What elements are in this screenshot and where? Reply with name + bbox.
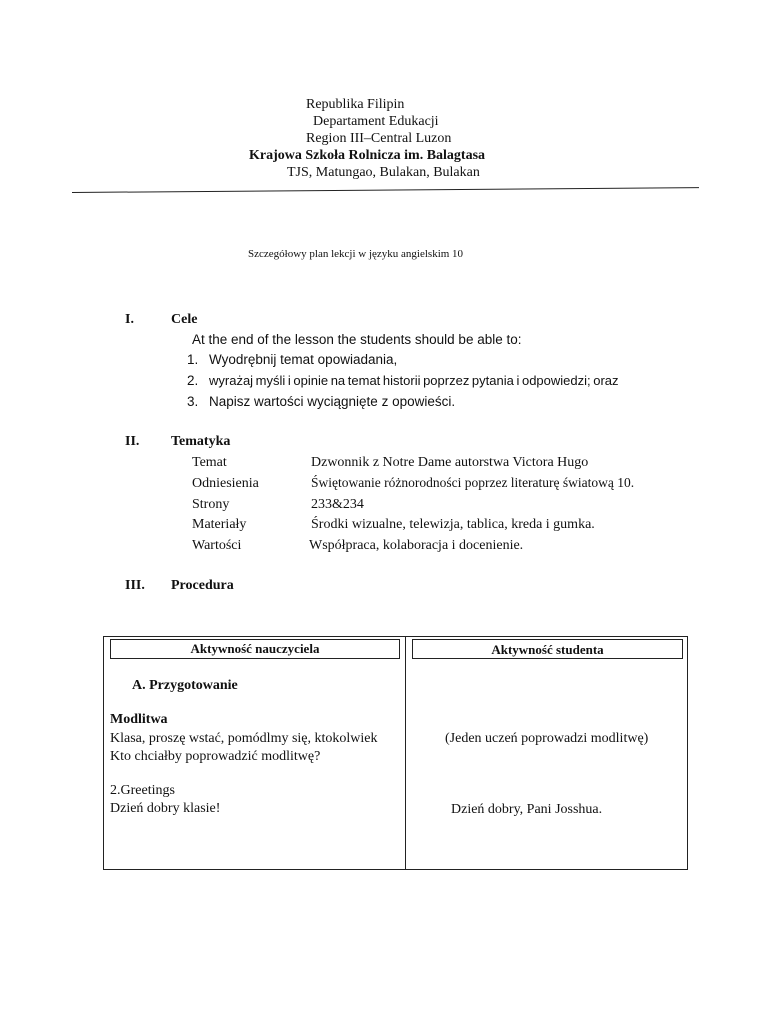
activity-table: [103, 636, 688, 870]
objective-item: wyrażaj myśli i opinie na temat historii poprzez pytania i odpowiedzi; oraz: [209, 373, 619, 388]
subject-label-odniesienia: Odniesienia: [192, 476, 259, 491]
objective-number: 2.: [187, 373, 199, 388]
section-title-cele: Cele: [171, 312, 198, 327]
student-activity-header: Aktywność studenta: [412, 639, 683, 659]
document-title: Szczegółowy plan lekcji w języku angielskim 10: [248, 248, 464, 260]
subject-value-odniesienia: Świętowanie różnorodności poprzez literaturę światową 10.: [311, 475, 635, 490]
objective-number: 3.: [187, 394, 199, 409]
objective-number: 1.: [187, 352, 199, 367]
header-school: Krajowa Szkoła Rolnicza im. Balagtasa: [249, 148, 486, 163]
header-address: TJS, Matungao, Bulakan, Bulakan: [287, 165, 480, 180]
teacher-activity-header: Aktywność nauczyciela: [110, 639, 400, 659]
header-divider: [72, 187, 699, 193]
header-country: Republika Filipin: [306, 97, 405, 112]
section-title-procedura: Procedura: [171, 578, 234, 593]
student-greeting-response: Dzień dobry, Pani Josshua.: [451, 802, 603, 817]
objective-item: Napisz wartości wyciągnięte z opowieści.: [209, 394, 456, 409]
subject-value-wartosci: Współpraca, kolaboracja i docenienie.: [309, 538, 524, 553]
objective-item: Wyodrębnij temat opowiadania,: [209, 352, 398, 367]
section-number-procedura: III.: [125, 578, 145, 593]
prayer-question: Kto chciałby poprowadzić modlitwę?: [110, 749, 321, 764]
subject-label-materialy: Materiały: [192, 517, 247, 532]
section-number-tematyka: II.: [125, 434, 140, 449]
objectives-intro: At the end of the lesson the students should be able to:: [192, 332, 522, 347]
subject-label-strony: Strony: [192, 497, 230, 512]
teacher-greeting: Dzień dobry klasie!: [110, 801, 221, 816]
greetings-title: 2.Greetings: [110, 783, 175, 798]
prayer-instruction: Klasa, proszę wstać, pomódlmy się, ktokolwiek: [110, 731, 378, 746]
column-divider: [405, 637, 406, 869]
section-number-cele: I.: [125, 312, 134, 327]
subject-label-wartosci: Wartości: [192, 538, 242, 553]
subject-value-strony: 233&234: [311, 497, 364, 512]
prayer-title: Modlitwa: [110, 712, 168, 727]
student-prayer-response: (Jeden uczeń poprowadzi modlitwę): [445, 731, 649, 746]
subject-value-materialy: Środki wizualne, telewizja, tablica, kreda i gumka.: [311, 517, 595, 532]
header-department: Departament Edukacji: [313, 114, 439, 129]
subject-label-temat: Temat: [192, 455, 227, 470]
header-region: Region III–Central Luzon: [306, 131, 452, 146]
subject-value-temat: Dzwonnik z Notre Dame autorstwa Victora Hugo: [311, 455, 589, 470]
subsection-title: A. Przygotowanie: [132, 678, 238, 693]
section-title-tematyka: Tematyka: [171, 434, 231, 449]
